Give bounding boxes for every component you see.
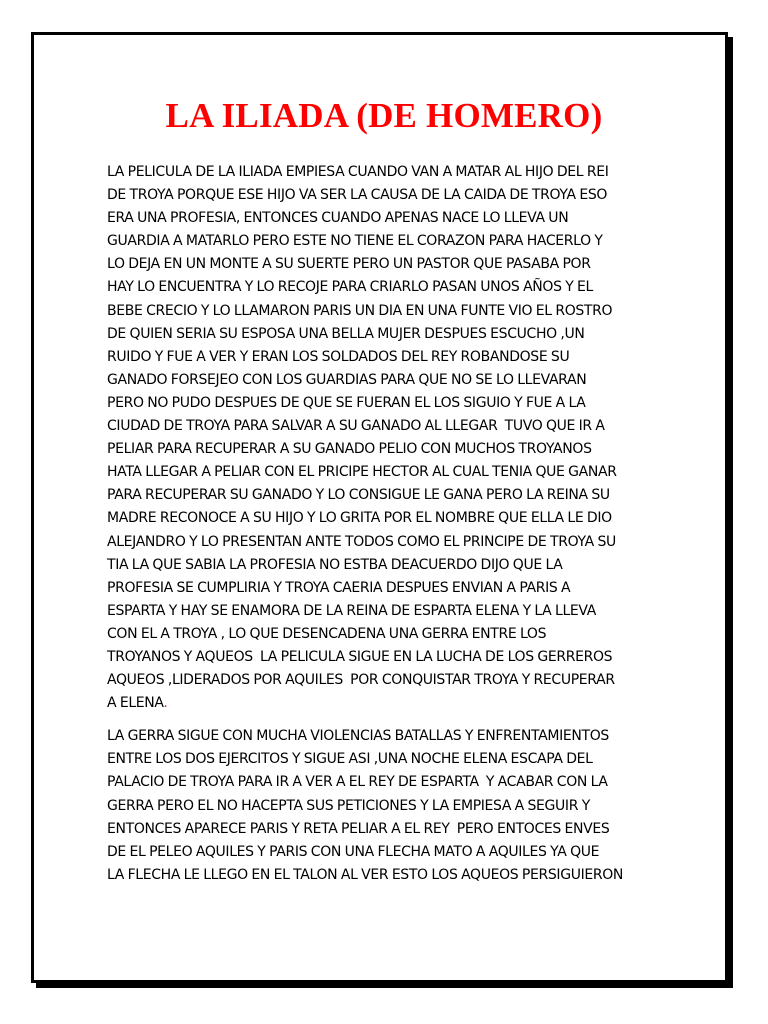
text-line: PARA RECUPERAR SU GANADO Y LO CONSIGUE LE GANA PERO LA REINA SU <box>107 487 610 504</box>
paragraph-2 <box>107 725 667 887</box>
text-line: ESPARTA Y HAY SE ENAMORA DE LA REINA DE ESPARTA ELENA Y LA LLEVA <box>107 602 596 619</box>
text-line: PELIAR PARA RECUPERAR A SU GANADO PELIO CON MUCHOS TROYANOS <box>107 441 592 458</box>
text-line: DE TROYA PORQUE ESE HIJO VA SER LA CAUSA DE LA CAIDA DE TROYA ESO <box>107 187 608 204</box>
text-line: GUARDIA A MATARLO PERO ESTE NO TIENE EL CORAZON PARA HACERLO Y <box>107 233 603 250</box>
text-line: TROYANOS Y AQUEOS LA PELICULA SIGUE EN LA LUCHA DE LOS GERREROS <box>107 648 613 665</box>
text-line: DE QUIEN SERIA SU ESPOSA UNA BELLA MUJER DESPUES ESCUCHO ,UN <box>107 325 585 342</box>
text-line: HAY LO ENCUENTRA Y LO RECOJE PARA CRIARLO PASAN UNOS AÑOS Y EL <box>107 279 593 296</box>
text-line: GERRA PERO EL NO HACEPTA SUS PETICIONES Y LA EMPIESA A SEGUIR Y <box>107 797 590 814</box>
text-line: DE EL PELEO AQUILES Y PARIS CON UNA FLECHA MATO A AQUILES YA QUE <box>107 843 600 860</box>
document-title: LA ILIADA (DE HOMERO) <box>165 96 603 135</box>
text-line: GANADO FORSEJEO CON LOS GUARDIAS PARA QUE NO SE LO LLEVARAN <box>107 371 587 388</box>
paragraph-1 <box>107 161 667 715</box>
text-line: PALACIO DE TROYA PARA IR A VER A EL REY DE ESPARTA Y ACABAR CON LA <box>107 774 608 791</box>
text-line: ENTONCES APARECE PARIS Y RETA PELIAR A EL REY PERO ENTOCES ENVES <box>107 820 610 837</box>
text-line: AQUEOS ,LIDERADOS POR AQUILES POR CONQUISTAR TROYA Y RECUPERAR <box>107 672 615 689</box>
text-line: PERO NO PUDO DESPUES DE QUE SE FUERAN EL LOS SIGUIO Y FUE A LA <box>107 394 586 411</box>
text-line: CON EL A TROYA , LO QUE DESENCADENA UNA GERRA ENTRE LOS <box>107 625 547 642</box>
text-line: ALEJANDRO Y LO PRESENTAN ANTE TODOS COMO EL PRINCIPE DE TROYA SU <box>107 533 616 550</box>
text-line: HATA LLEGAR A PELIAR CON EL PRICIPE HECTOR AL CUAL TENIA QUE GANAR <box>107 464 617 481</box>
text-line: RUIDO Y FUE A VER Y ERAN LOS SOLDADOS DEL REY ROBANDOSE SU <box>107 348 570 365</box>
text-line: LA PELICULA DE LA ILIADA EMPIESA CUANDO VAN A MATAR AL HIJO DEL REI <box>107 164 609 180</box>
text-line: ERA UNA PROFESIA, ENTONCES CUANDO APENAS NACE LO LLEVA UN <box>107 210 569 227</box>
text-line: CIUDAD DE TROYA PARA SALVAR A SU GANADO AL LLEGAR TUVO QUE IR A <box>107 418 605 435</box>
text-line-content: A ELENA <box>107 695 164 712</box>
document-body <box>107 161 667 887</box>
text-line: TIA LA QUE SABIA LA PROFESIA NO ESTBA DEACUERDO DIJO QUE LA <box>107 556 563 573</box>
red-period-mark: . <box>163 695 168 712</box>
text-line: BEBE CRECIO Y LO LLAMARON PARIS UN DIA EN UNA FUNTE VIO EL ROSTRO <box>107 302 613 319</box>
text-line: PROFESIA SE CUMPLIRIA Y TROYA CAERIA DESPUES ENVIAN A PARIS A <box>107 579 571 596</box>
text-line <box>107 692 667 715</box>
text-line: MADRE RECONOCE A SU HIJO Y LO GRITA POR EL NOMBRE QUE ELLA LE DIO <box>107 510 612 527</box>
text-line: LA GERRA SIGUE CON MUCHA VIOLENCIAS BATALLAS Y ENFRENTAMIENTOS <box>107 728 609 745</box>
text-line: LO DEJA EN UN MONTE A SU SUERTE PERO UN PASTOR QUE PASABA POR <box>107 256 591 273</box>
text-line: LA FLECHA LE LLEGO EN EL TALON AL VER ESTO LOS AQUEOS PERSIGUIERON <box>107 866 624 883</box>
text-line: ENTRE LOS DOS EJERCITOS Y SIGUE ASI ,UNA NOCHE ELENA ESCAPA DEL <box>107 751 593 768</box>
